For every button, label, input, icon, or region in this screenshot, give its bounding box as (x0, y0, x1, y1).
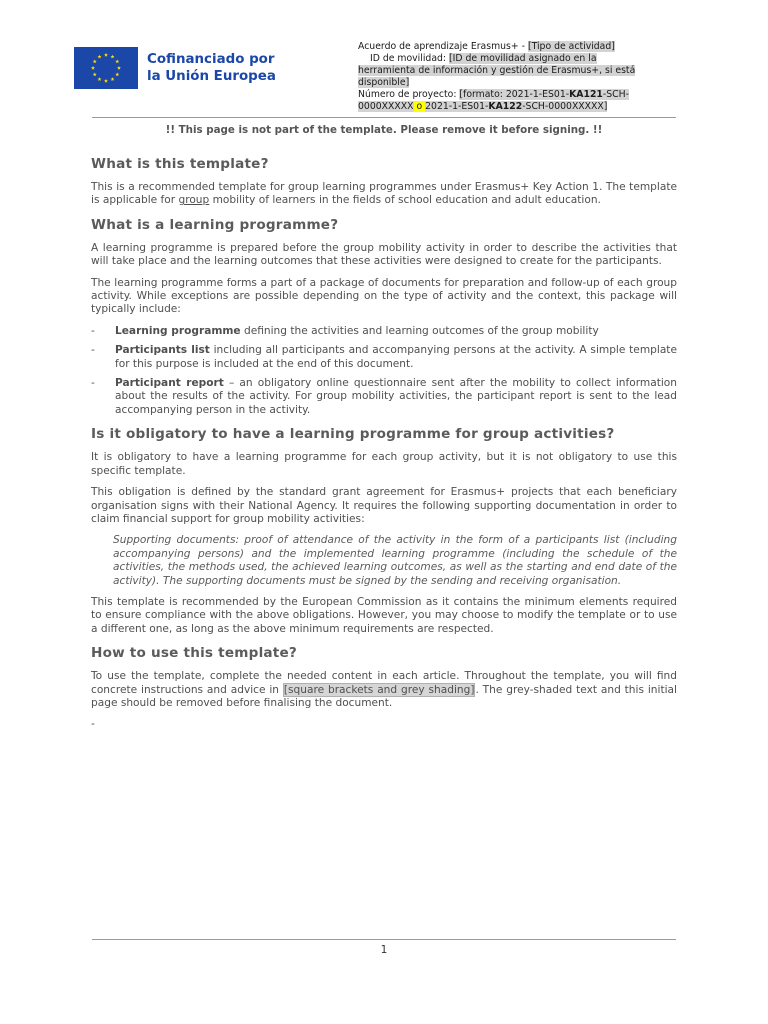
agreement-header-info (358, 41, 677, 114)
list-item-text: including all participants and accompanying persons at the activity. A simple template for this purpose is included at the end of this document. (115, 344, 677, 370)
eu-star-icon (111, 77, 115, 81)
section3-paragraph-2: This obligation is defined by the standard grant agreement for Erasmus+ projects that each beneficiary organisation signs with their National Agency. It requires the following supporting documentation in order to claim financial support for group mobility activities: (91, 486, 677, 525)
document-body (91, 155, 677, 740)
eu-flag-icon (74, 47, 138, 89)
project-format-ka122: KA122 (488, 101, 523, 113)
project-format-suffix2: -SCH-0000XXXXX] (522, 101, 608, 113)
project-number-label: Número de proyecto: (358, 89, 460, 101)
list-item (91, 344, 677, 371)
eu-star-icon (98, 77, 102, 81)
project-format-or: o (413, 101, 426, 113)
project-format-prefix: [formato: 2021-1-ES01- (459, 89, 570, 101)
eu-star-icon (98, 55, 102, 59)
section3-paragraph-3: This template is recommended by the European Commission as it contains the minimum elements required to ensure compliance with the above obligations. However, you may choose to modify the template or to use a different one, as long as the above minimum requirements are respected. (91, 595, 677, 635)
header-line-5 (358, 89, 677, 101)
list-item-title: Participant report (115, 377, 224, 390)
section4-paragraph (91, 670, 677, 710)
section-heading-what-is-template: What is this template? (91, 156, 269, 172)
section2-paragraph-2: The learning programme forms a part of a package of documents for preparation and follow-up of each group activity. While exceptions are possible depending on the type of activity and the context, this package will typically include: (91, 276, 677, 316)
list-bullet: - (91, 377, 95, 390)
section-heading-learning-programme: What is a learning programme? (91, 216, 339, 233)
section-heading-obligatory: Is it obligatory to have a learning programme for group activities? (91, 426, 615, 443)
section2-paragraph-1: A learning programme is prepared before the group mobility activity in order to describe the activities that will take place and the learning outcomes that these activities were designed to create for the participants. (91, 241, 677, 268)
project-format-ka121: KA121 (569, 89, 603, 101)
header-divider (92, 117, 676, 118)
group-underlined-word: group (178, 194, 210, 207)
header-line-1 (358, 41, 677, 53)
removal-notice: !! This page is not part of the template. Please remove it before signing. !! (165, 124, 603, 136)
page-number: 1 (380, 944, 388, 956)
list-bullet: - (91, 324, 95, 337)
footer-divider (92, 939, 676, 940)
eu-star-icon (115, 59, 119, 63)
mobility-id-label: ID de movilidad: (370, 53, 450, 65)
header-line-6 (358, 101, 677, 113)
list-item (91, 377, 677, 417)
eu-star-icon (93, 72, 97, 76)
header-line-3 (358, 65, 677, 77)
mobility-id-placeholder: [ID de movilidad asignado en la (449, 53, 597, 65)
project-format-xxxxx: 0000XXXXX (358, 101, 414, 113)
trailing-dash: - (91, 718, 95, 731)
eu-star-icon (93, 59, 97, 63)
grey-shading-example: [square brackets and grey shading] (283, 683, 475, 696)
section1-paragraph (91, 181, 677, 208)
header-agreement-label: Acuerdo de aprendizaje Erasmus+ - (358, 41, 528, 52)
section1-text-b: mobility of learners in the fields of school education and adult education. (209, 194, 601, 207)
header-line-4 (358, 77, 677, 89)
mobility-id-placeholder-end: disponible] (358, 77, 410, 89)
list-item-title: Participants list (115, 344, 210, 357)
list-item (91, 325, 677, 338)
project-format-sch: -SCH- (602, 89, 629, 101)
section4-text-a: To use the template, complete the needed content in each article. Throughout the template, you will find concrete instructions and advice in (91, 670, 677, 696)
documents-package-list (91, 325, 677, 417)
eu-star-icon (91, 66, 95, 70)
list-bullet: - (91, 344, 95, 357)
section4-text-b: . The grey-shaded text and this initial page should be removed before finalising the document. (91, 683, 677, 709)
eu-logo-line2: la Unión Europea (147, 69, 276, 84)
mobility-id-placeholder-cont: herramienta de información y gestión de Erasmus+, si está (358, 65, 636, 77)
eu-logo-text (147, 51, 276, 85)
eu-star-icon (104, 53, 108, 57)
list-item-text: defining the activities and learning outcomes of the group mobility (240, 324, 599, 337)
section1-text-a: This is a recommended template for group learning programmes under Erasmus+ Key Action 1. The template is applicable for (91, 181, 677, 207)
header-line-2 (358, 53, 677, 65)
eu-logo-line1: Cofinanciado por (147, 52, 275, 67)
eu-star-icon (104, 79, 108, 83)
eu-star-icon (115, 72, 119, 76)
eu-cofunded-logo (74, 47, 276, 89)
supporting-documents-quote: Supporting documents: proof of attendance of the activity in the form of a participants list (including accompanying persons) and the implemented learning programme (including the schedule of the activities, the methods used, the achieved learning outcomes, as well as the starting and end date of the activity). The supporting documents must be signed by the sending and receiving organisation. (113, 534, 677, 587)
list-item-title: Learning programme (115, 324, 241, 337)
section-heading-how-to-use: How to use this template? (91, 645, 298, 662)
eu-star-icon (111, 55, 115, 59)
eu-star-icon (117, 66, 121, 70)
section3-paragraph-1: It is obligatory to have a learning programme for each group activity, but it is not obligatory to use this specific template. (91, 451, 677, 477)
project-format-prefix2: 2021-1-ES01- (425, 101, 489, 113)
list-item-text: – an obligatory online questionnaire sent after the mobility to collect information about the results of the activity. For group mobility activities, the participant report is sent to the lead accompanying person in the activity. (115, 377, 678, 416)
activity-type-placeholder: [Tipo de actividad] (527, 41, 615, 52)
project-format-part2 (425, 101, 607, 112)
project-format-part1 (459, 89, 629, 100)
